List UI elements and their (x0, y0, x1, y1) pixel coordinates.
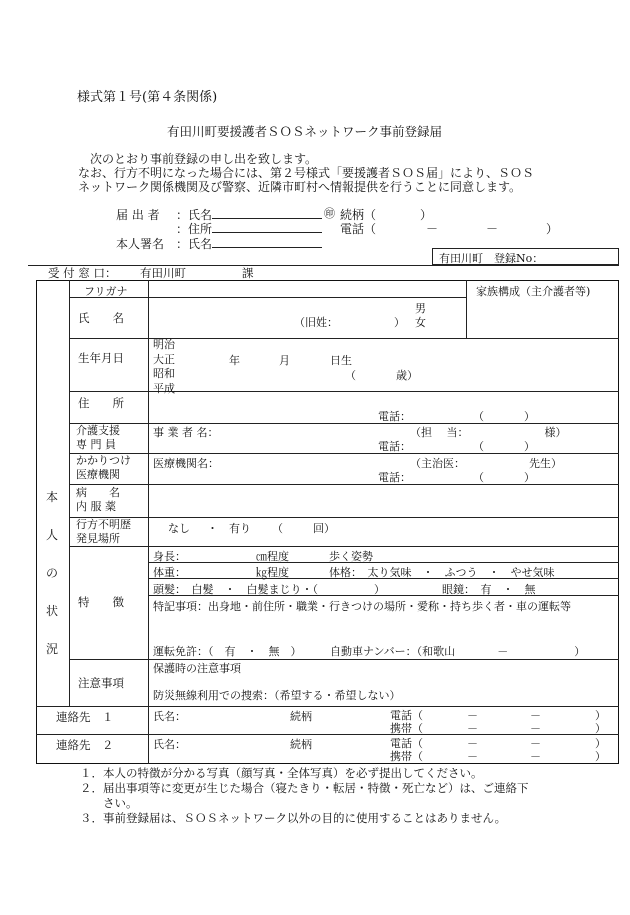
era-list[interactable]: 明治 大正 昭和 平成 (153, 338, 175, 395)
self-sign-label: 本人署名 (116, 237, 165, 251)
care-manager-label: 介護支援 専 門 員 (76, 424, 120, 451)
intro-line-2: なお、行方不明になった場合には、第２号様式「要援護者ＳＯＳ届」により、ＳＯＳ (78, 166, 535, 180)
form-number: 様式第１号(第４条関係) (77, 90, 218, 105)
birth-year: 年 (229, 354, 240, 367)
contact1-name-field[interactable]: 氏名： (153, 710, 186, 723)
main-doctor-field[interactable]: （主治医： 先生） (410, 457, 562, 470)
applicant-relation-field[interactable]: 続柄（ ） (340, 208, 433, 222)
hair-close: ） (374, 583, 385, 596)
notes-radio-search[interactable]: 防災無線利用での捜索：（希望する・希望しない） (153, 689, 401, 702)
walking-posture-field[interactable]: 歩く姿勢 (329, 550, 373, 563)
birth-label: 生年月日 (78, 351, 124, 365)
missing-count-field[interactable]: （ 回） (272, 522, 335, 535)
contact1-phone-field[interactable]: 電話（ － － ） (390, 709, 606, 722)
care-person-field[interactable]: （担 当： 様） (410, 426, 567, 439)
disease-label: 病 名 内 服 薬 (76, 486, 120, 513)
footnotes: １．本人の特徴が分かる写真（顔写真・全体写真）を必ず提出してください。 ２．届出事項等に変更が生じた場合（寝たきり・転居・特徴・死亡など）は、ご連絡下 さい。 ３．事前登録届は、ＳＯＳネットワーク以外の目的に使用することはありません。 (80, 766, 529, 825)
notes-protect-field[interactable]: 保護時の注意事項 (153, 662, 241, 675)
address-label: 住 所 (78, 396, 124, 410)
applicant-address-field[interactable]: ：住所 (176, 220, 322, 237)
self-name-field[interactable]: ：氏名 (176, 235, 322, 252)
car-plate-field[interactable]: 自動車ナンバー：（和歌山 － ） (330, 645, 586, 658)
reception-town: 有田川町 (140, 266, 186, 280)
furigana-input[interactable] (149, 281, 465, 297)
missing-yes-option[interactable]: 有り (229, 522, 251, 535)
seal-mark: ㊞ (324, 207, 335, 220)
applicant-phone-field[interactable]: 電話（ － － ） (340, 222, 559, 236)
sex-female[interactable]: 女 (415, 316, 426, 329)
contact2-relation-field[interactable]: 続柄 (290, 738, 312, 751)
contact1-label: 連絡先 １ (56, 710, 114, 724)
hair-options[interactable]: 頭髪： 白髪 ・ 白髪まじり・（ (153, 583, 318, 596)
registration-no-label: 有田川町 登録No： (439, 252, 544, 265)
former-name-field[interactable]: （旧姓： ） (294, 316, 405, 329)
height-field[interactable]: 身長： (153, 550, 186, 563)
missing-history-label: 行方不明歴 発見場所 (76, 518, 131, 545)
family-input[interactable] (468, 298, 618, 338)
missing-none-option[interactable]: なし (168, 522, 190, 535)
age-field[interactable]: （ 歳） (345, 369, 418, 382)
furigana-label: フリガナ (84, 285, 128, 298)
notes-label: 注意事項 (78, 676, 124, 690)
sex-male[interactable]: 男 (415, 302, 426, 315)
medical-name-field[interactable]: 医療機関名： (153, 457, 219, 470)
contact1-relation-field[interactable]: 続柄 (290, 710, 312, 723)
contact2-phone-field[interactable]: 電話（ － － ） (390, 737, 606, 750)
weight-field[interactable]: 体重： (153, 566, 186, 579)
glasses-options[interactable]: 眼鏡： 有 ・ 無 (442, 583, 536, 596)
side-label: 本 人 の 状 況 (45, 490, 58, 656)
address-input[interactable] (149, 392, 617, 406)
applicant-label: 届 出 者 (116, 208, 160, 222)
missing-dot: ・ (207, 522, 218, 535)
birth-month: 月 (279, 354, 290, 367)
contact2-label: 連絡先 ２ (56, 738, 114, 752)
reception-label: 受 付 窓 口： (48, 266, 117, 280)
build-options[interactable]: 体格： 太り気味 ・ ふつう ・ やせ気味 (329, 566, 555, 579)
doctor-label: かかりつけ 医療機関 (76, 454, 131, 481)
contact2-mobile-field[interactable]: 携帯（ － － ） (390, 750, 606, 763)
form-title: 有田川町要援護者ＳＯＳネットワーク事前登録届 (167, 124, 443, 139)
special-notes-field[interactable]: 特記事項：出身地・前住所・職業・行きつけの場所・愛称・持ち歩く者・車の運転等 (153, 600, 571, 613)
license-options[interactable]: 運転免許：（ 有 ・ 無 ） (153, 645, 302, 658)
care-business-field[interactable]: 事 業 者 名： (153, 426, 219, 439)
care-phone[interactable]: 電話： （ ） (378, 440, 535, 453)
applicant-name-field[interactable]: ：氏名 (176, 206, 322, 223)
reception-section: 課 (242, 266, 254, 280)
contact2-name-field[interactable]: 氏名： (153, 738, 186, 751)
features-label: 特 徴 (78, 595, 124, 609)
contact1-mobile-field[interactable]: 携帯（ － － ） (390, 722, 606, 735)
name-label: 氏 名 (78, 311, 124, 325)
disease-input[interactable] (149, 485, 617, 516)
weight-unit: ㎏程度 (256, 566, 289, 579)
doctor-phone[interactable]: 電話： （ ） (378, 471, 535, 484)
intro-line-1: 次のとおり事前登録の申し出を致します。 (90, 152, 318, 166)
address-phone[interactable]: 電話： （ ） (378, 410, 535, 423)
intro-line-3: ネットワーク関係機関及び警察、近隣市町村へ情報提供を行うことに同意します。 (78, 180, 522, 194)
family-label: 家族構成（主介護者等) (476, 285, 591, 298)
registration-no-box[interactable] (432, 248, 619, 265)
birth-day: 日生 (330, 354, 352, 367)
height-unit: ㎝程度 (256, 550, 289, 563)
